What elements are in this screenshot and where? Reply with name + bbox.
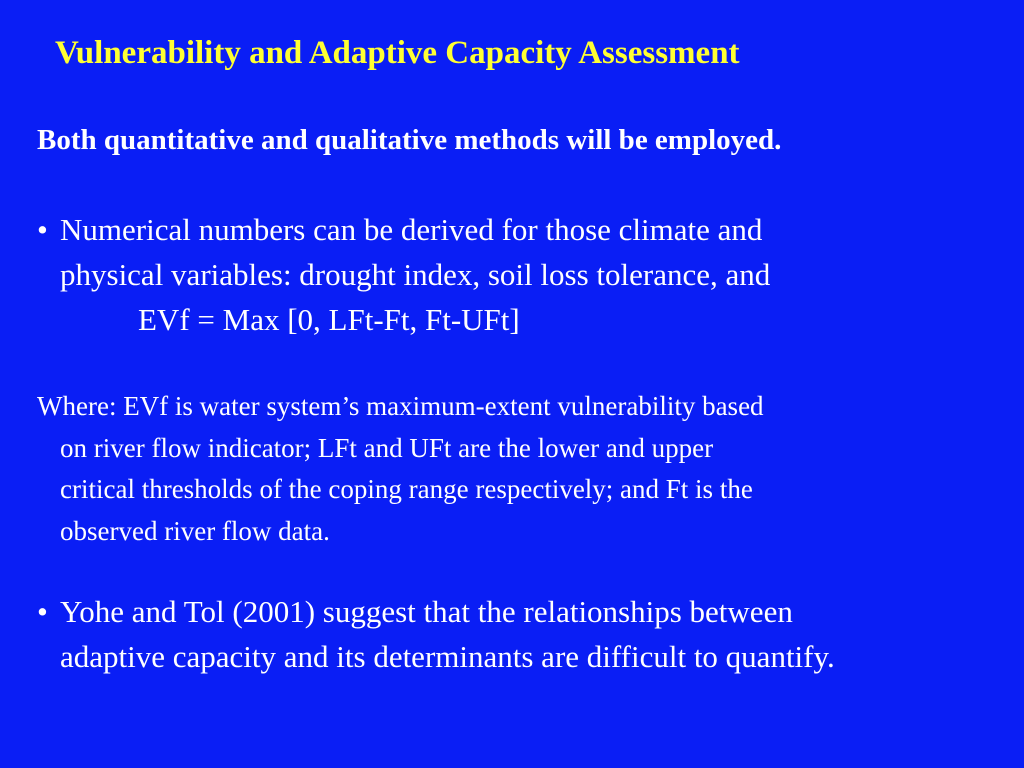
where-line: observed river flow data. [60, 515, 330, 546]
bullet-yohe-tol [37, 589, 835, 679]
bullet-line [37, 207, 770, 252]
slide-title: Vulnerability and Adaptive Capacity Assessment [55, 35, 740, 71]
where-line: critical thresholds of the coping range respectively; and Ft is the [60, 474, 753, 504]
bullet-text: Yohe and Tol (2001) suggest that the relationships between [60, 594, 793, 629]
bullet-line [37, 589, 835, 634]
lead-statement: Both quantitative and qualitative methods will be employed. [37, 124, 782, 156]
bullet-marker: • [37, 212, 48, 247]
where-line: on river flow indicator; LFt and UFt are the lower and upper [60, 432, 714, 463]
bullet-line: adaptive capacity and its determinants are difficult to quantify. [60, 639, 835, 674]
bullet-marker: • [37, 594, 48, 629]
bullet-text: Numerical numbers can be derived for those climate and [60, 212, 763, 247]
where-definition [37, 386, 764, 552]
bullet-line: physical variables: drought index, soil loss tolerance, and [60, 257, 771, 292]
bullet-numerical-numbers [37, 207, 770, 342]
where-line: Where: EVf is water system’s maximum-extent vulnerability based [37, 391, 764, 421]
formula: EVf = Max [0, LFt-Ft, Ft-UFt] [138, 302, 520, 337]
